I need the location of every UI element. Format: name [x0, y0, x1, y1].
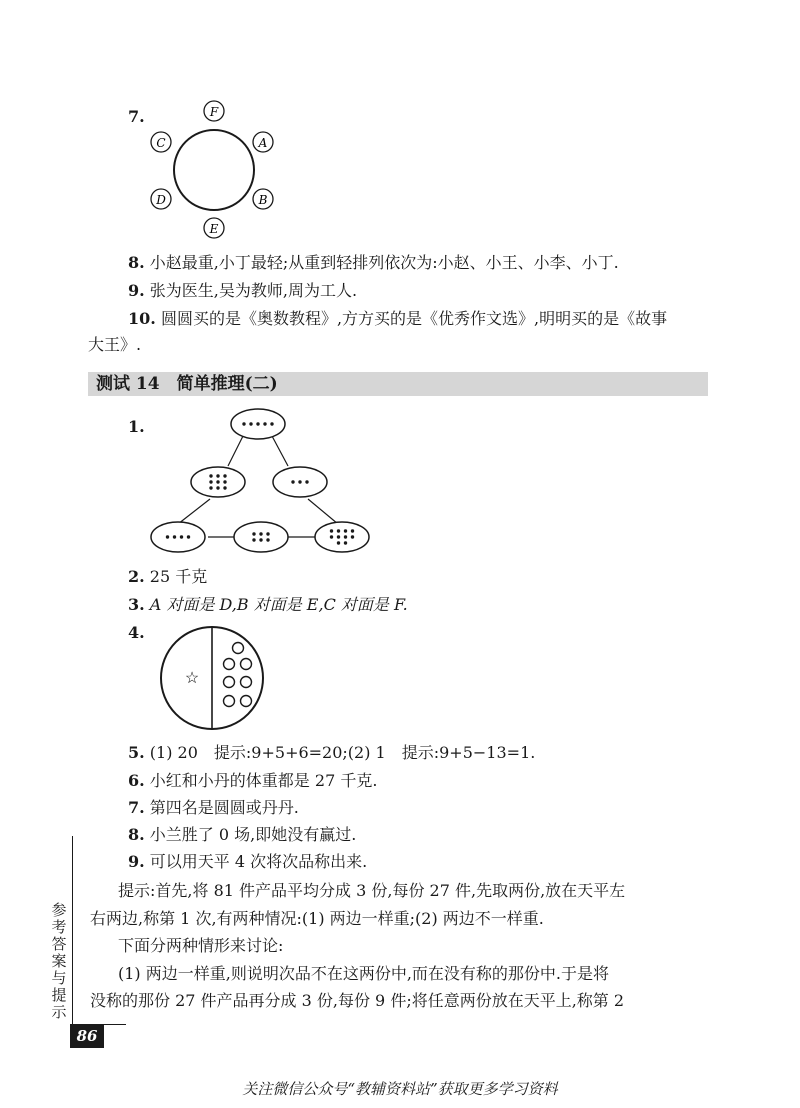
ring-icon [241, 659, 252, 670]
answer-8 [128, 824, 356, 846]
dot [223, 480, 226, 483]
ring-icon [224, 677, 235, 688]
page-number: 86 [70, 1024, 104, 1048]
hint-line: 提示:首先,将 81 件产品平均分成 3 份,每份 27 件,先取两份,放在天平左 [118, 881, 626, 900]
answer-text: 张为医生,吴为教师,周为工人. [149, 281, 358, 300]
answer-text: 25 千克 [149, 567, 208, 586]
dot [256, 422, 259, 425]
section-header [88, 372, 708, 396]
sidebar-label: 参考答案与提示 [51, 901, 67, 1021]
ring-icon [233, 643, 244, 654]
dot-ellipse [273, 467, 327, 497]
section-title: 测试 14 简单推理(二) [96, 374, 278, 394]
answer-9 [128, 851, 367, 873]
dot-ellipse [151, 522, 205, 552]
dot [223, 486, 226, 489]
answer-5 [128, 742, 535, 764]
answer-number: 3. [128, 595, 145, 614]
hint-line: (1) 两边一样重,则说明次品不在这两份中,而在没有称的那份中.于是将 [118, 964, 610, 983]
seat-D [151, 189, 171, 209]
ring-group [224, 643, 252, 707]
prev-answer-10 [128, 308, 667, 330]
ring-icon [241, 677, 252, 688]
answer-number: 2. [128, 567, 145, 586]
dot-ellipse [191, 467, 245, 497]
seat-label-B: B [258, 193, 268, 207]
answer-text: A 对面是 D,B 对面是 E,C 对面是 F. [149, 595, 408, 614]
dot [305, 480, 308, 483]
answer-number: 9. [128, 281, 145, 300]
dot [166, 535, 169, 538]
dot [344, 535, 347, 538]
hint-line: 右两边,称第 1 次,有两种情况:(1) 两边一样重;(2) 两边不一样重. [90, 909, 544, 928]
dot [298, 480, 301, 483]
prev-answer-10-continuation: 大王》. [88, 335, 142, 354]
dot [242, 422, 245, 425]
seat-label-A: A [258, 136, 268, 150]
answer-text: (1) 20 提示:9+5+6=20;(2) 1 提示:9+5−13=1. [149, 743, 536, 762]
dot [216, 480, 219, 483]
seat-C [151, 132, 171, 152]
answer-text: 小赵最重,小丁最轻;从重到轻排列依次为:小赵、小王、小李、小丁. [149, 253, 619, 272]
answer-number: 8. [128, 825, 145, 844]
answer-text: 小兰胜了 0 场,即她没有赢过. [149, 825, 357, 844]
seating-circle-diagram [140, 96, 290, 246]
dot [266, 532, 269, 535]
dot [337, 535, 340, 538]
divided-circle-diagram [158, 622, 268, 734]
dot [249, 422, 252, 425]
dot [252, 538, 255, 541]
dot [216, 486, 219, 489]
ring-icon [241, 696, 252, 707]
answer-7 [128, 797, 299, 819]
dot [216, 474, 219, 477]
dot [337, 541, 340, 544]
dot [259, 538, 262, 541]
dot [337, 529, 340, 532]
dot [344, 529, 347, 532]
seat-label-E: E [209, 222, 219, 236]
dot [173, 535, 176, 538]
q4-number: 4. [128, 623, 145, 642]
prev-answer-9 [128, 280, 357, 302]
dot [266, 538, 269, 541]
dot [291, 480, 294, 483]
dot-ellipse [231, 409, 285, 439]
dot [180, 535, 183, 538]
seat-E [204, 218, 224, 238]
answer-text: 可以用天平 4 次将次品称出来. [149, 852, 368, 871]
footer-note: 关注微信公众号“教辅资料站”获取更多学习资料 [242, 1080, 558, 1098]
answer-6 [128, 770, 377, 792]
seat-label-C: C [156, 136, 166, 150]
dot [187, 535, 190, 538]
dot [263, 422, 266, 425]
dot [330, 535, 333, 538]
dot [223, 474, 226, 477]
q1-number: 1. [128, 417, 145, 436]
dot-ellipse [234, 522, 288, 552]
dot-triangle-diagram [148, 404, 378, 556]
dot [209, 474, 212, 477]
answer-number: 6. [128, 771, 145, 790]
dot-ellipse [315, 522, 369, 552]
star-icon: ☆ [184, 668, 200, 687]
prev-answer-8 [128, 252, 619, 274]
seat-label-D: D [156, 193, 166, 207]
dot [344, 541, 347, 544]
answer-text: 第四名是圆圆或丹丹. [149, 798, 299, 817]
hint-line: 没称的那份 27 件产品再分成 3 份,每份 9 件;将任意两份放在天平上,称第 2 [90, 991, 625, 1010]
answer-number: 5. [128, 743, 145, 762]
margin-rule [72, 836, 73, 1026]
ring-icon [224, 696, 235, 707]
seat-F [204, 101, 224, 121]
dot [351, 535, 354, 538]
answer-text: 圆圆买的是《奥数教程》,方方买的是《优秀作文选》,明明买的是《故事 [160, 309, 668, 328]
ring-icon [224, 659, 235, 670]
dot [209, 486, 212, 489]
answer-number: 7. [128, 798, 145, 817]
seat-A [253, 132, 273, 152]
dot [330, 529, 333, 532]
answer-number: 8. [128, 253, 145, 272]
dot [259, 532, 262, 535]
answer-number: 10. [128, 309, 156, 328]
hint-line: 下面分两种情形来讨论: [118, 936, 284, 955]
prev-q7-number: 7. [128, 107, 145, 126]
answer-3 [128, 594, 408, 616]
seat-label-F: F [209, 105, 219, 119]
dot [351, 529, 354, 532]
seat-B [253, 189, 273, 209]
answer-number: 9. [128, 852, 145, 871]
dot [270, 422, 273, 425]
dot [209, 480, 212, 483]
answer-text: 小红和小丹的体重都是 27 千克. [149, 771, 378, 790]
dot [252, 532, 255, 535]
answer-2 [128, 566, 207, 588]
